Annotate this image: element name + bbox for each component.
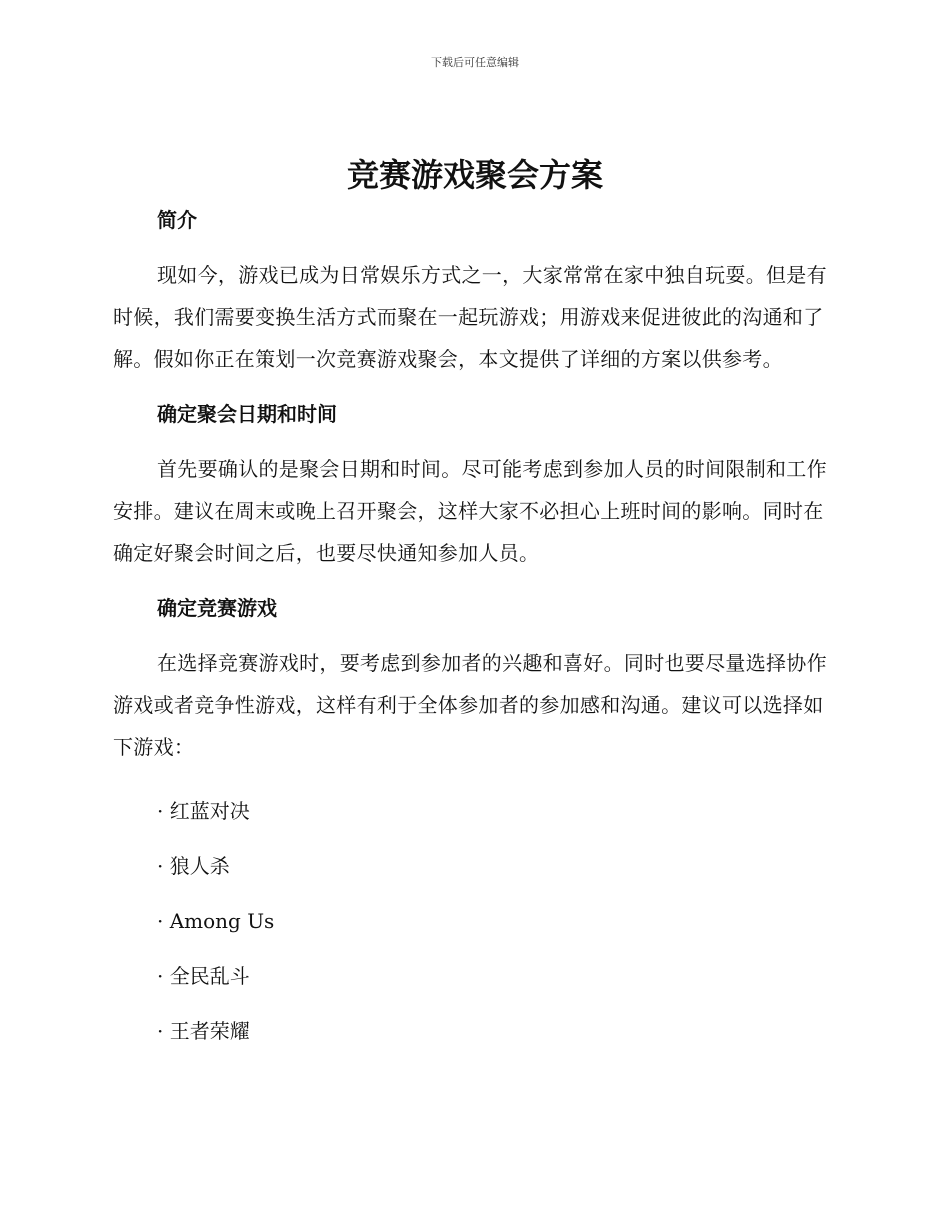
game-list [113,784,833,1059]
list-item: · 全民乱斗 [157,964,250,988]
section-heading-games: 确定竞赛游戏 [157,596,277,620]
list-item: · 红蓝对决 [157,799,250,823]
section-heading-intro: 简介 [157,208,197,232]
date-time-paragraph: 首先要确认的是聚会日期和时间。尽可能考虑到参加人员的时间限制和工作安排。建议在周末或晚上召开聚会，这样大家不必担心上班时间的影响。同时在确定好聚会时间之后，也要尽快通知参加人员。 [113,457,827,565]
section-heading-date-time: 确定聚会日期和时间 [157,402,337,426]
document-title: 竞赛游戏聚会方案 [346,156,603,194]
list-item: · Among Us [157,909,275,933]
document-body [113,202,833,1059]
games-paragraph: 在选择竞赛游戏时，要考虑到参加者的兴趣和喜好。同时也要尽量选择协作游戏或者竞争性游戏，这样有利于全体参加者的参加感和沟通。建议可以选择如下游戏： [113,651,827,759]
list-item: · 王者荣耀 [157,1019,250,1043]
intro-paragraph: 现如今，游戏已成为日常娱乐方式之一，大家常常在家中独自玩耍。但是有时候，我们需要变换生活方式而聚在一起玩游戏；用游戏来促进彼此的沟通和了解。假如你正在策划一次竞赛游戏聚会，本文提供了详细的方案以供参考。 [113,263,827,371]
page-header-note: 下载后可任意编辑 [431,56,519,69]
list-item: · 狼人杀 [157,854,230,878]
